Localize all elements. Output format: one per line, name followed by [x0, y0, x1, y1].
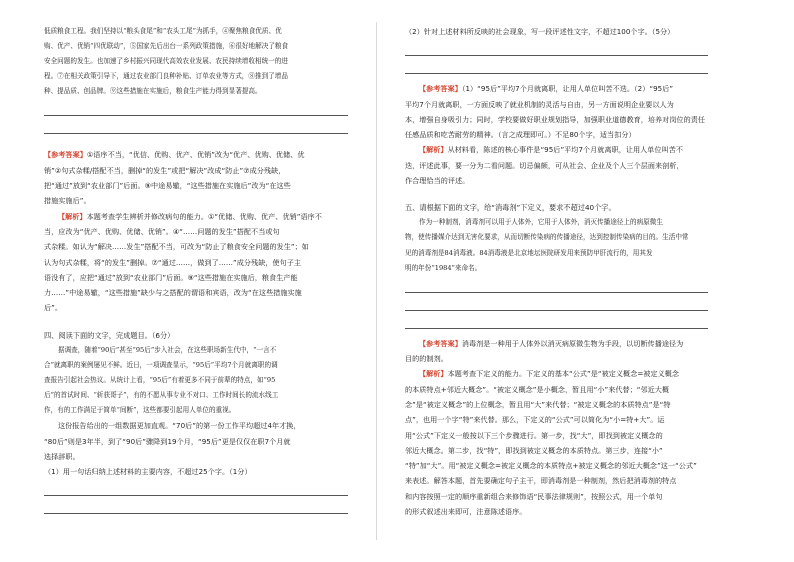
- passage-line: 作，有的工作满足于简单“间断”，这些都要引起用人单位的重视。: [44, 406, 236, 415]
- answer-blank-line: [44, 503, 348, 514]
- reference-answer-label: 【参考答案】: [419, 338, 462, 348]
- analysis-line: 后”。: [44, 303, 63, 313]
- answer-line: 任感品质和吃苦耐劳的精神。（言之成理即可。）不足80个字，适当扣分）: [405, 130, 636, 140]
- passage-line: 见的消毒剂是84消毒液。84消毒液是北京地坛医院研发用来预防甲肝流行的，用其发: [405, 248, 653, 257]
- analysis-line: 作合理恰当的评述。: [405, 176, 470, 186]
- analysis-1: [44, 209, 348, 316]
- analysis-line: 念”是“被定义概念”的上位概念，暂且用“大”来代替；“被定义概念的本质特点”是“特: [405, 399, 671, 409]
- analysis-line: 和内容按照一定的顺序重新组合来修饰语“民事法律规则”，按照公式，用一个单句: [405, 491, 663, 501]
- analysis-line: 式杂糅。如认为“解决……发生”搭配不当，可改为“防止了粮食安全问题的发生”；如: [44, 242, 309, 252]
- question-5-title: 五、请根据下面的文字，给“消毒剂”下定义，要求不超过40个字。: [405, 203, 616, 213]
- passage-line: 据调查，随着“90后”甚至“95后”步入社会，在这些职场新生代中，“一言不: [58, 345, 277, 354]
- answer-line: 【参考答案】①语序不当，“优信、优购、优产、优销”改为“优产、优购、优储、优: [44, 150, 305, 160]
- passage-line: 物，使传播媒介达到无害化要求，从而切断传染病的传播途径，达到控制传染病的目的。生活中常: [405, 233, 689, 242]
- passage-line: 明的年份“1984”来命名。: [405, 263, 482, 272]
- analysis-line: 【解析】本题考查下定义的能力。下定义的基本“公式”是“被定义概念=被定义概念: [419, 369, 680, 379]
- analysis-line: 【解析】本题考查学生辨析并修改病句的能力。①“优储、优购、优产、优销”语序不: [58, 211, 322, 221]
- analysis-line: 邻近大概念。第二步，找“特”，即找到被定义概念的本质特点。第三步，连接“小”: [405, 445, 663, 455]
- question-4-sub-1: （1）用一句话归纳上述材料的主要内容，不超过25个字。（1分）: [44, 467, 252, 477]
- passage-line: 低质粮食工程。我们坚持以“粮头食尾”和“农头工尾”为抓手，④聚焦粮食优质、优: [44, 27, 282, 35]
- answer-blank-line: [44, 123, 348, 134]
- analysis-line: 迭，评述此事，要一分为二看问题。切忌偏颇，可从社会、企业及个人三个层面来剖析，: [405, 160, 684, 170]
- passage-line: 合”就离职的案例屡见不鲜。近日，一项调查显示，“95后”平均7个月就离职的调: [44, 360, 278, 369]
- answer-line: 把“通过”放到“农业部门”后面。⑨中途易辙，“这些措施在实施后”改为“在这些: [44, 181, 291, 191]
- analysis-line: 语没有了，应把“通过”放到“农业部门”后面。⑨“这些措施在实施后，粮食生产能: [44, 272, 298, 282]
- answer-blank-line: [405, 63, 708, 74]
- right-column: [405, 24, 708, 519]
- passage: [44, 24, 348, 99]
- reference-answer-label: 【参考答案】: [419, 84, 462, 94]
- passage-line: 查报告引起社会热议。从统计上看，“95后”有着更多不同于前辈的特点，如“95: [44, 375, 276, 384]
- answer-line: 平均7个月就离职，一方面反映了就业机制的灵活与自由，另一方面说明企业要以人为: [405, 99, 674, 109]
- answer-blank-line: [44, 105, 348, 116]
- analysis-line: 点”，也用一个字“特”来代替。那么，下定义的“公式”可以简化为“小=特+大”。运: [405, 415, 665, 425]
- question-4-sub-2: （2）针对上述材料所反映的社会现象，写一段评述性文字，不超过100个字。（5分）: [405, 27, 675, 36]
- analysis-line: 【解析】从材料看，陈述的核心事件是“95后”平均7个月就离职，让用人单位叫苦不: [419, 145, 684, 155]
- answer-line: 销”②句式杂糅/搭配不当，删掉“的发生”或把“解决”改成“防止”⑦成分残缺，: [44, 165, 286, 175]
- answer-line: 【参考答案】消毒剂是一种用于人体外以消灭病原微生物为手段，以切断传播途径为: [419, 338, 684, 348]
- analysis-line: 的形式叙述出来即可，注意陈述语序。: [405, 507, 527, 517]
- analysis-label: 【解析】: [419, 369, 448, 379]
- answer-blank-line: [405, 45, 708, 56]
- left-column: [44, 24, 348, 521]
- text-line: “80后”则是3年半，到了“90后”骤降到19个月，“95后”更是仅仅在职7个月就: [44, 436, 291, 446]
- passage-line: 程。⑦在相关政策引导下，通过农业部门良种补贴、订单农业等方式，⑧推到了增品: [44, 72, 288, 81]
- text-line: 这份报告给出的一组数据更加直观。“70后”的第一份工作平均超过4年才换，: [58, 421, 301, 431]
- answer-line: 目的的制剂。: [405, 354, 448, 364]
- analysis-3: [405, 366, 708, 519]
- answer-blank-line: [44, 485, 348, 496]
- answer-line: 本，增强自身吸引力；同时，学校要做好职业规划指导，加强职业道德教育，培养对岗位的责任: [405, 114, 706, 124]
- question-4-passage: [44, 343, 348, 418]
- reference-answer-2: [405, 81, 708, 142]
- passage-line: 后”的首试时间、“斩获哥子”，有的不愿从事专业不对口、工作时间长的流水线工: [44, 391, 279, 400]
- column-divider: [376, 22, 377, 540]
- passage-line: 购、优产、优销“四优联动”，⑤国家先后出台一系列政策措施，⑥很好地解决了粮食: [44, 42, 289, 51]
- answer-line: 措施实施后”。: [44, 196, 91, 206]
- analysis-line: 来表述。解答本题，首先要确定句子主干，即消毒剂是一种制剂，然后把消毒剂的特点: [405, 476, 677, 486]
- analysis-label: 【解析】: [58, 211, 87, 221]
- text-line: 选择辞职。: [44, 451, 80, 461]
- answer-line: 【参考答案】（1）“95后”平均7个月就离职，让用人单位叫苦不迭。（2）“95后”: [419, 84, 674, 94]
- analysis-line: 的本质特点+邻近大概念”。“被定义概念”是小概念，暂且用“小”来代替；“邻近大概: [405, 384, 670, 394]
- passage-line: 种、提品质、创品牌。⑨这些措施在实施后，粮食生产能力得到显著提高。: [44, 87, 262, 96]
- question-5-passage: [405, 215, 708, 275]
- passage-line: 作为一种制剂，消毒剂可以用于人体外，它用于人体外，消灭传播途径上的病原微生: [419, 218, 663, 227]
- analysis-2: [405, 142, 708, 188]
- question-4-title: 四、阅读下面的文字，完成题目。（6分）: [44, 330, 175, 340]
- reference-answer-1: [44, 147, 348, 208]
- question-4-text: [44, 418, 348, 464]
- analysis-label: 【解析】: [419, 145, 448, 155]
- passage-line: 安全问题的发生。也加速了乡村振兴同现代高效农业发展、农民持续增收相统一的进: [44, 57, 288, 66]
- analysis-line: 当，应改为“优产、优购、优储、优销”。④“……问题的发生”搭配不当或句: [44, 226, 280, 236]
- analysis-line: 认为句式杂糅，将“的发生”删掉。⑦“通过……，做到了……”成分残缺，使句子主: [44, 257, 302, 267]
- answer-blank-line: [405, 318, 708, 329]
- analysis-line: “特”加“大”。用“被定义概念=被定义概念的本质特点+被定义概念的邻近大概念”这一“公式”: [405, 461, 697, 471]
- answer-blank-line: [405, 300, 708, 311]
- analysis-line: 用“公式”下定义一般按以下三个步骤进行。第一步，找“大”，即找到被定义概念的: [405, 430, 663, 440]
- reference-answer-label: 【参考答案】: [44, 150, 87, 160]
- answer-blank-line: [405, 282, 708, 293]
- reference-answer-3: [405, 336, 708, 367]
- analysis-line: 力……”中途易辙，“这些措施”缺少与之搭配的谓语和宾语，改为“在这些措施实施: [44, 288, 302, 298]
